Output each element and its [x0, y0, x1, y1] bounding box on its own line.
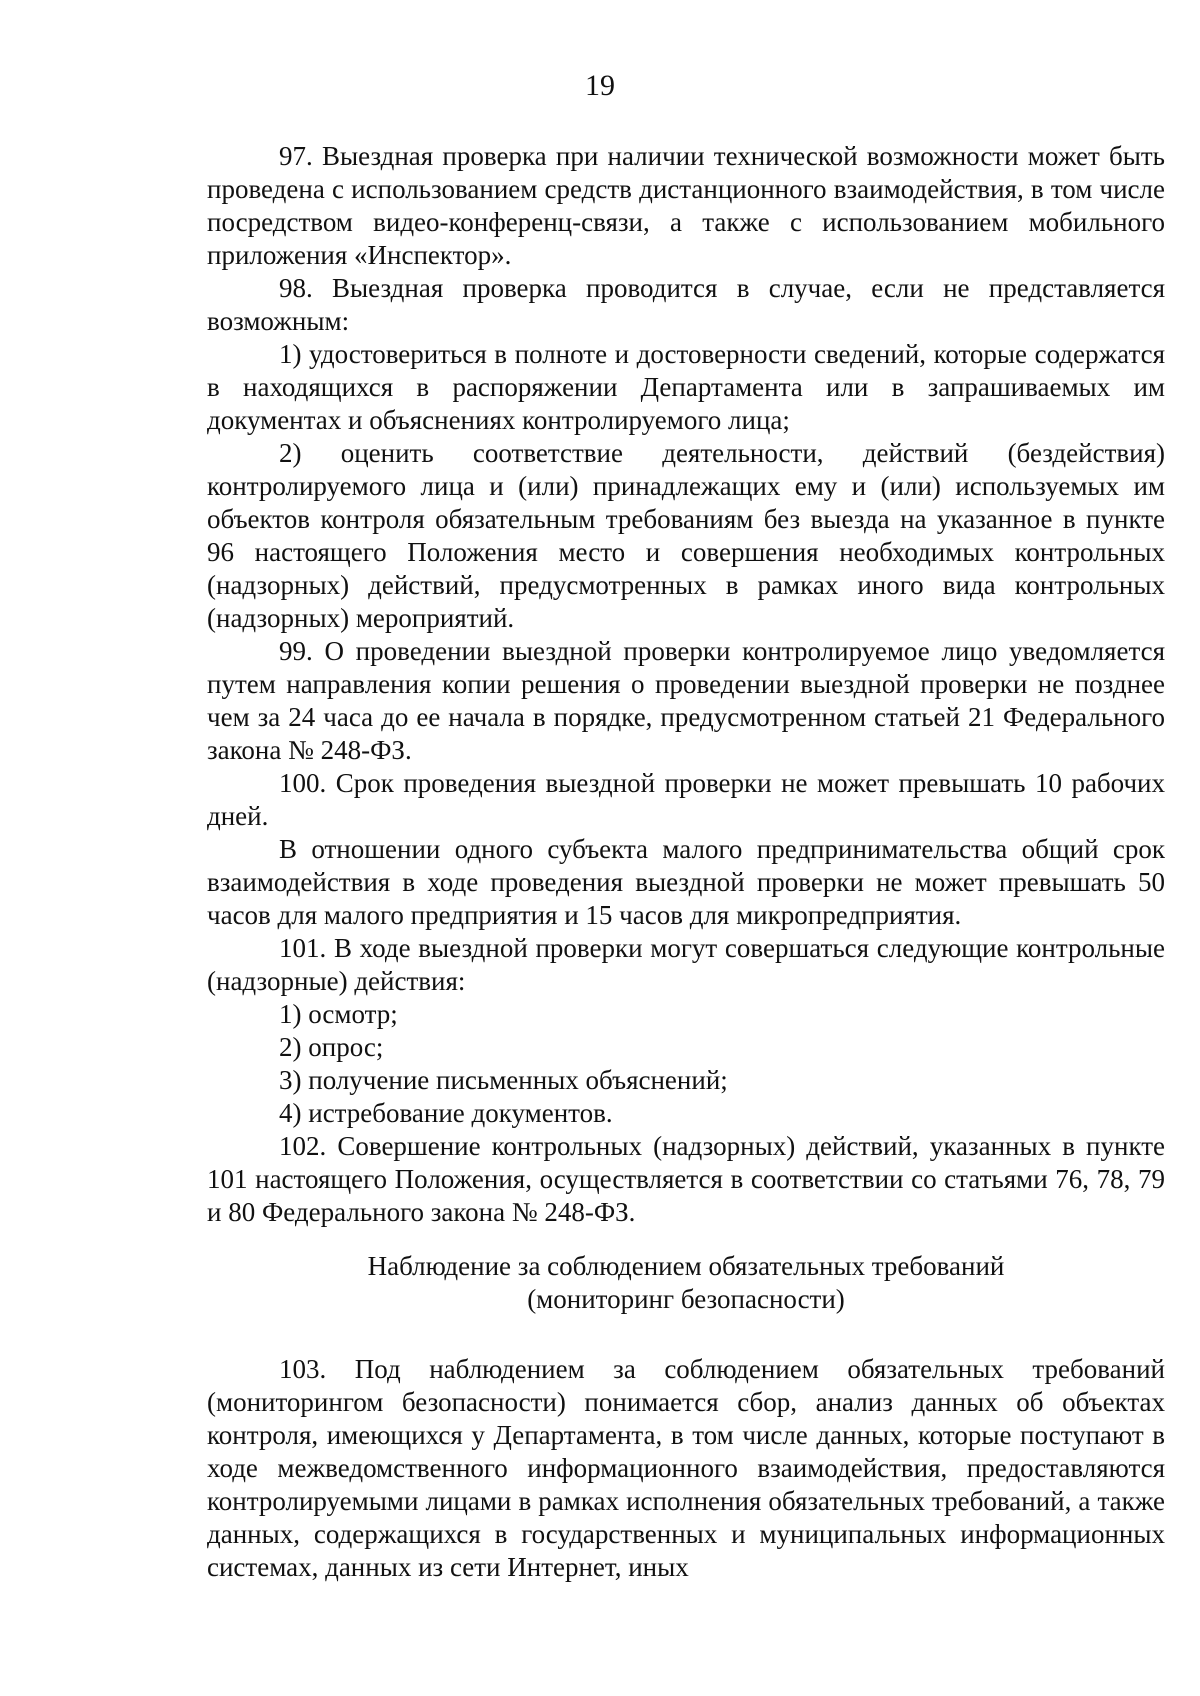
paragraph-98-item-2: 2) оценить соответствие деятельности, действий (бездействия) контролируемого лица и (или) принадлежащих ему и (или) используемых им объектов контроля обязательным требованиям без выезда на указанное в пункте 96 настоящего Положения место и совершения необходимых контрольных (надзорных) действий, предусмотренных в рамках иного вида контрольных (надзорных) мероприятий.	[207, 438, 1165, 633]
paragraph-101-item-1: 1) осмотр;	[279, 999, 398, 1029]
paragraph-99: 99. О проведении выездной проверки контролируемое лицо уведомляется путем направления копии решения о проведении выездной проверки не позднее чем за 24 часа до ее начала в порядке, предусмотренном статьей 21 Федерального закона № 248-ФЗ.	[207, 636, 1165, 765]
page-number: 19	[585, 69, 615, 102]
section-heading-line-2: (мониторинг безопасности)	[527, 1284, 845, 1314]
paragraph-103: 103. Под наблюдением за соблюдением обязательных требований (мониторингом безопасности) понимается сбор, анализ данных об объектах контроля, имеющихся у Департамента, в том числе данных, которые поступают в ходе межведомственного информационного взаимодействия, предоставляются контролируемыми лицами в рамках исполнения обязательных требований, а также данных, содержащихся в государственных и муниципальных информационных системах, данных из сети Интернет, иных	[207, 1354, 1165, 1582]
section-heading-line-1: Наблюдение за соблюдением обязательных требований	[367, 1251, 1005, 1281]
paragraph-102: 102. Совершение контрольных (надзорных) действий, указанных в пункте 101 настоящего Положения, осуществляется в соответствии со статьями 76, 78, 79 и 80 Федерального закона № 248-ФЗ.	[207, 1131, 1165, 1227]
document-body-continued	[207, 1353, 1165, 1584]
paragraph-98: 98. Выездная проверка проводится в случае, если не представляется возможным:	[207, 273, 1165, 336]
paragraph-98-item-1: 1) удостовериться в полноте и достоверности сведений, которые содержатся в находящихся в распоряжении Департамента или в запрашиваемых им документах и объяснениях контролируемого лица;	[207, 339, 1165, 435]
paragraph-101-item-3: 3) получение письменных объяснений;	[279, 1065, 728, 1095]
paragraph-101: 101. В ходе выездной проверки могут совершаться следующие контрольные (надзорные) действия:	[207, 933, 1165, 996]
paragraph-101-item-2: 2) опрос;	[279, 1032, 384, 1062]
paragraph-100-small-business: В отношении одного субъекта малого предпринимательства общий срок взаимодействия в ходе проведения выездной проверки не может превышать 50 часов для малого предприятия и 15 часов для микропредприятия.	[207, 834, 1165, 930]
paragraph-100: 100. Срок проведения выездной проверки не может превышать 10 рабочих дней.	[207, 768, 1165, 831]
paragraph-97: 97. Выездная проверка при наличии технической возможности может быть проведена с использованием средств дистанционного взаимодействия, в том числе посредством видео-конференц-связи, а также с использованием мобильного приложения «Инспектор».	[207, 141, 1165, 270]
document-body	[207, 140, 1165, 1229]
section-heading	[207, 1250, 1165, 1316]
paragraph-101-item-4: 4) истребование документов.	[279, 1098, 613, 1128]
